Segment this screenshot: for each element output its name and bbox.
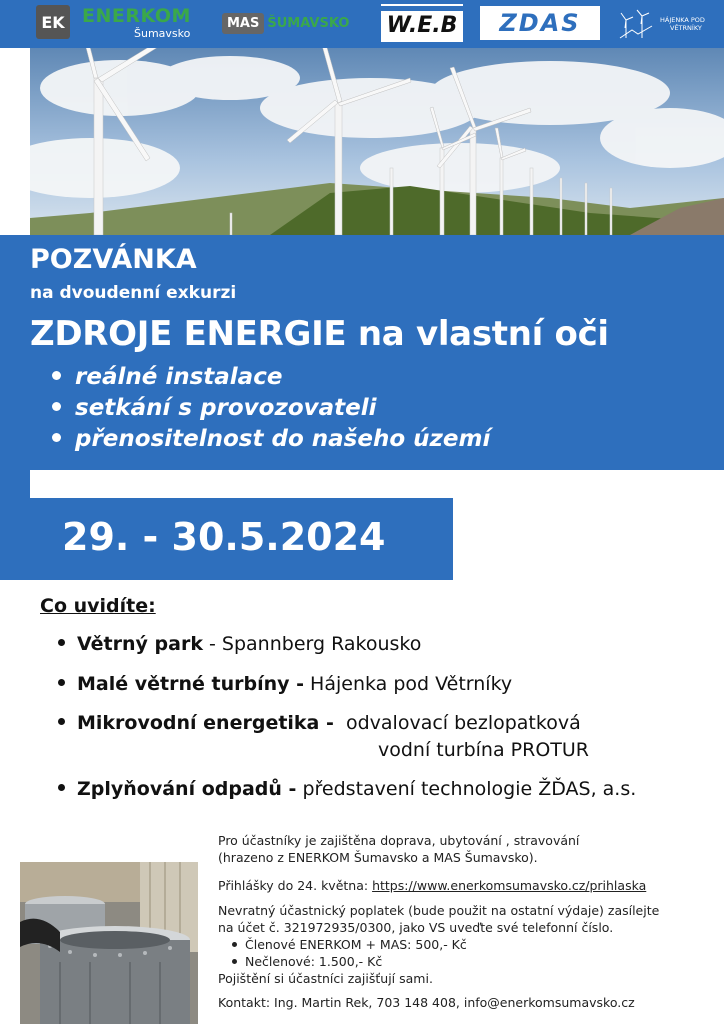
- bullet-dot-icon: [58, 784, 65, 791]
- logo-bar: [0, 0, 724, 48]
- fee-note: Nevratný účastnický poplatek (bude použit na ostatní výdaje) zasílejte: [218, 903, 660, 918]
- bullet-dot-icon: [58, 718, 65, 725]
- fee-note-line2: na účet č. 321972935/0300, jako VS uveďte své telefonní číslo.: [218, 920, 614, 935]
- invitation-label: POZVÁNKA: [30, 244, 197, 275]
- date-box: [30, 498, 453, 580]
- invitation-subtitle: na dvoudenní exkurzi: [30, 283, 237, 303]
- enerkom-logo: [82, 3, 204, 43]
- event-date: 29. - 30.5.2024: [62, 515, 386, 559]
- mini-turbines-icon: [618, 8, 654, 40]
- hajenka-logo: [618, 6, 718, 42]
- transport-note: Pro účastníky je zajištěna doprava, ubytování , stravování: [218, 833, 580, 848]
- highlight-bullet: reálné instalace: [52, 364, 282, 390]
- see-heading: Co uvidíte:: [40, 595, 156, 617]
- insurance-note: Pojištění si účastníci zajišťují sami.: [218, 971, 433, 986]
- registration-line: Přihlášky do 24. května: https://www.enerkomsumavsko.cz/prihlaska: [218, 878, 647, 893]
- see-item-continuation: vodní turbína PROTUR: [378, 739, 589, 761]
- highlight-bullet: setkání s provozovateli: [52, 395, 377, 421]
- registration-link[interactable]: https://www.enerkomsumavsko.cz/prihlaska: [372, 878, 647, 893]
- bullet-dot-icon: [232, 942, 237, 947]
- bullet-dot-icon: [58, 679, 65, 686]
- wind-turbines-photo: [30, 48, 724, 235]
- water-turbine-photo: [20, 862, 198, 1024]
- see-item: Zplyňování odpadů - představení technologie ŽĎAS, a.s.: [58, 778, 636, 800]
- fee-nonmembers: Nečlenové: 1.500,- Kč: [232, 954, 382, 969]
- wind-turbines-illustration: [30, 48, 724, 235]
- bullet-dot-icon: [232, 959, 237, 964]
- bullet-dot-icon: [52, 371, 61, 380]
- hajenka-logo-text: HÁJENKA POD VĚTRNÍKY: [660, 16, 705, 32]
- bullet-dot-icon: [52, 402, 61, 411]
- see-item: Větrný park - Spannberg Rakousko: [58, 633, 421, 655]
- zdas-logo: ZDAS: [480, 6, 600, 40]
- transport-note-line2: (hrazeno z ENERKOM Šumavsko a MAS Šumavsko).: [218, 850, 538, 865]
- contact-line: Kontakt: Ing. Martin Rek, 703 148 408, info@enerkomsumavsko.cz: [218, 995, 635, 1010]
- fee-members: Členové ENERKOM + MAS: 500,- Kč: [232, 937, 467, 952]
- web-logo: W.E.B: [381, 4, 463, 42]
- mas-logo: MAS ŠUMAVSKO: [222, 10, 354, 36]
- bullet-dot-icon: [52, 433, 61, 442]
- enerkom-logo-sub: Šumavsko: [134, 27, 191, 40]
- left-blue-strip: [0, 470, 30, 580]
- event-title: ZDROJE ENERGIE na vlastní oči: [30, 314, 609, 354]
- see-item: Mikrovodní energetika - odvalovací bezlopatková: [58, 712, 581, 734]
- enerkom-logo-text: ENERKOM: [82, 5, 191, 27]
- see-item: Malé větrné turbíny - Hájenka pod Větrníky: [58, 673, 512, 695]
- ek-logo: EK: [36, 5, 70, 39]
- highlight-bullet: přenositelnost do našeho území: [52, 426, 490, 452]
- bullet-dot-icon: [58, 639, 65, 646]
- water-turbine-illustration: [20, 862, 198, 1024]
